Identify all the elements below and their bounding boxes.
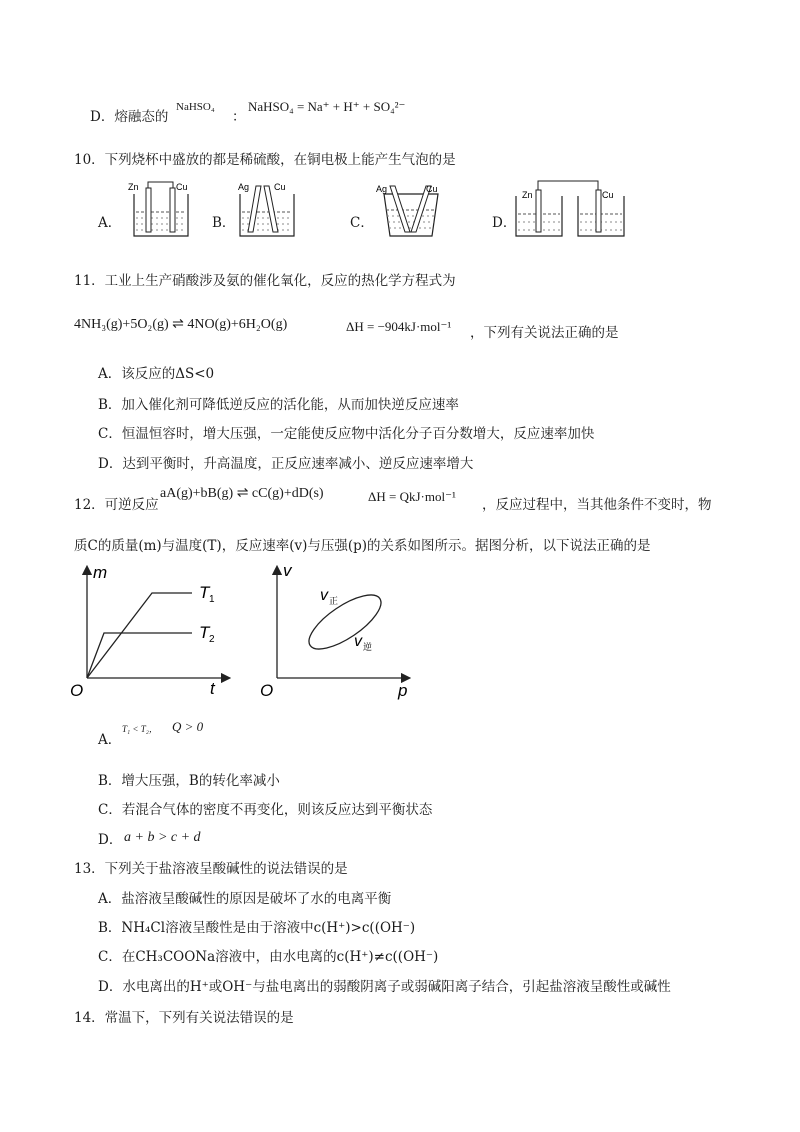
beaker-b-right-label: Cu [274, 182, 286, 192]
beaker-a-right-label: Cu [176, 182, 188, 192]
q12-graph-m-vs-t [66, 560, 236, 700]
q13-option-b: B．NH₄Cl溶液呈酸性是由于溶液中c(H⁺)>c((OH⁻) [98, 920, 416, 936]
q10-option-a-label: A． [98, 215, 122, 231]
q14-stem: 14．常温下，下列有关说法错误的是 [74, 1010, 294, 1026]
q12-option-a-q: Q > 0 [172, 719, 204, 734]
beaker-d-diagram [510, 178, 630, 240]
q13-option-d: D．水电离出的H⁺或OH⁻与盐电离出的弱酸阴离子或弱碱阳离子结合，引起盐溶液呈酸性或碱性 [98, 979, 671, 995]
graph2-forward-sub: 正 [329, 596, 339, 606]
beaker-b-diagram [234, 180, 300, 240]
q11-option-b: B．加入催化剂可降低逆反应的活化能，从而加快逆反应速率 [98, 397, 459, 413]
beaker-d-right-label: Cu [602, 190, 614, 200]
graph2-forward-label: v [320, 587, 328, 604]
q11-option-c: C．恒温恒容时，增大压强，一定能使反应物中活化分子百分数增大，反应速率加快 [98, 426, 595, 442]
graph1-y-label: m [93, 563, 108, 582]
beaker-b-left-label: Ag [238, 182, 250, 192]
beaker-d-left-label: Zn [522, 190, 533, 200]
beaker-a-left-label: Zn [128, 182, 139, 192]
q9-colon: ： [232, 109, 246, 125]
q11-delta-h: ΔH = −904kJ·mol⁻¹ [346, 319, 452, 334]
graph1-curve-t2: T [199, 623, 210, 642]
q12-stem-prefix: 12．可逆反应 [74, 497, 159, 513]
q13-stem: 13．下列关于盐溶液呈酸碱性的说法错误的是 [74, 861, 348, 877]
beaker-a-diagram [128, 180, 194, 240]
graph2-x-label: p [398, 681, 408, 700]
q11-option-d: D．达到平衡时，升高温度，正反应速率减小、逆反应速率增大 [98, 456, 474, 472]
graph1-curve-t1-sub: 1 [209, 594, 215, 605]
q13-option-a: A．盐溶液呈酸碱性的原因是破坏了水的电离平衡 [98, 891, 392, 907]
graph2-y-label: v [283, 561, 292, 580]
q12-stem-tail: ，反应过程中，当其他条件不变时，物 [482, 497, 712, 513]
graph1-x-label: t [210, 679, 215, 698]
q11-stem: 11．工业上生产硝酸涉及氨的催化氧化，反应的热化学方程式为 [74, 273, 456, 289]
q11-equation: 4NH₃(g)+5O₂(g) ⇌ 4NO(g)+6H₂O(g) [74, 317, 288, 332]
beaker-c-right-label: Cu [426, 184, 438, 194]
q9-option-d-label: D．熔融态的 [90, 109, 169, 125]
q9-equation: NaHSO₄ = Na⁺ + H⁺ + SO₄²⁻ [248, 99, 406, 114]
graph2-reverse-sub: 逆 [363, 642, 373, 652]
q11-stem-tail: ，下列有关说法正确的是 [470, 325, 619, 341]
q12-option-a-condition: T₁ < T₂， [122, 724, 158, 734]
graph2-origin: O [260, 681, 274, 700]
q12-option-d-label: D． [98, 832, 123, 848]
graph1-origin: O [70, 681, 84, 700]
q9-formula-nahso4: NaHSO₄ [176, 101, 215, 113]
q12-equation: aA(g)+bB(g) ⇌ cC(g)+dD(s) [160, 486, 324, 501]
q12-option-d-expr: a + b > c + d [124, 830, 201, 845]
q12-option-a-label: A． [98, 732, 122, 748]
q12-graph-v-vs-p [256, 560, 426, 700]
q10-option-b-label: B． [212, 215, 236, 231]
q12-option-b: B．增大压强，B的转化率减小 [98, 773, 280, 789]
q10-stem: 10．下列烧杯中盛放的都是稀硫酸，在铜电极上能产生气泡的是 [74, 152, 456, 168]
q11-option-a: A．该反应的ΔS<0 [98, 366, 215, 382]
q10-option-d-label: D． [492, 215, 517, 231]
q10-option-c-label: C． [350, 215, 374, 231]
q12-stem-line2: 质C的质量(m)与温度(T)，反应速率(v)与压强(p)的关系如图所示。据图分析，以下说法正确的是 [74, 538, 651, 554]
q9-option-d [90, 108, 168, 126]
q12-delta-h: ΔH = QkJ·mol⁻¹ [368, 489, 456, 504]
q12-option-c: C．若混合气体的密度不再变化，则该反应达到平衡状态 [98, 802, 433, 818]
beaker-c-left-label: Ag [376, 184, 388, 194]
graph1-curve-t1: T [199, 583, 210, 602]
beaker-c-diagram [376, 180, 446, 240]
graph2-reverse-label: v [354, 633, 362, 650]
graph1-curve-t2-sub: 2 [209, 634, 215, 645]
q13-option-c: C．在CH₃COONa溶液中，由水电离的c(H⁺)≠c((OH⁻) [98, 949, 439, 965]
